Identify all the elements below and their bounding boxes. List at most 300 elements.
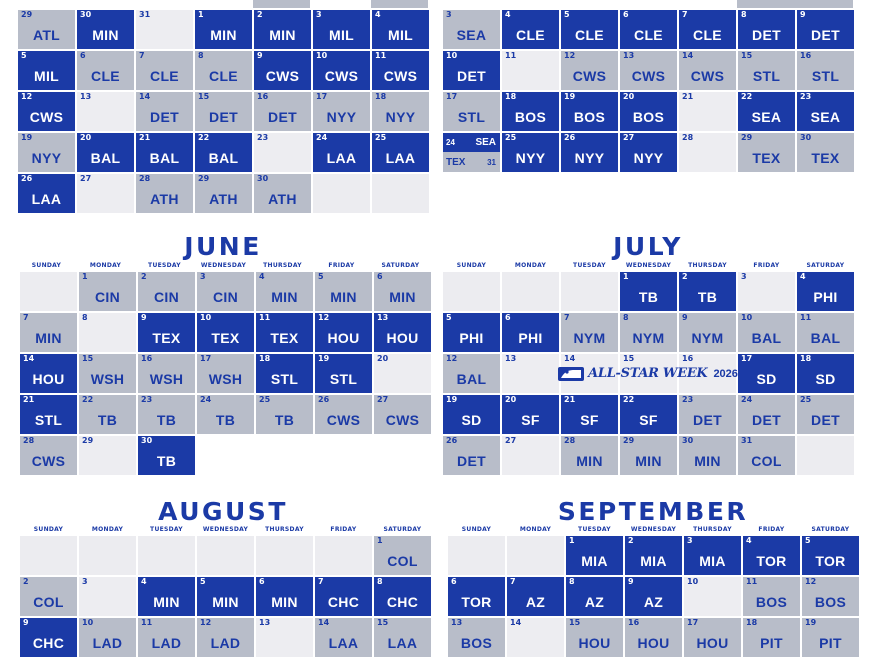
off-day-cell bbox=[502, 436, 559, 475]
home-game-cell bbox=[313, 51, 370, 90]
days-of-week-june bbox=[18, 262, 429, 269]
day-number: 24 bbox=[446, 138, 455, 147]
away-game-cell bbox=[195, 174, 252, 213]
day-number: 12 bbox=[805, 577, 817, 586]
away-game-cell bbox=[20, 577, 77, 616]
empty-cell bbox=[448, 536, 505, 575]
home-game-cell bbox=[502, 10, 559, 49]
home-game-cell bbox=[313, 133, 370, 172]
day-number: 23 bbox=[141, 395, 153, 404]
home-game-cell bbox=[625, 536, 682, 575]
off-day-cell bbox=[561, 354, 618, 393]
opponent-abbr: AZ bbox=[643, 593, 664, 610]
opponent-abbr: TB bbox=[156, 411, 177, 428]
day-number: 11 bbox=[375, 51, 387, 60]
home-game-cell bbox=[802, 536, 859, 575]
day-of-week-label: THURSDAY bbox=[265, 526, 304, 533]
away-game-cell bbox=[679, 436, 736, 475]
away-game-cell bbox=[802, 618, 859, 657]
day-number: 22 bbox=[82, 395, 94, 404]
opponent-abbr: NYM bbox=[632, 329, 665, 346]
opponent-abbr: SEA bbox=[475, 137, 496, 148]
day-number: 4 bbox=[746, 536, 752, 545]
away-game-cell bbox=[738, 395, 795, 434]
opponent-abbr: TEX bbox=[270, 329, 299, 346]
opponent-abbr: BAL bbox=[90, 149, 121, 166]
away-game-cell bbox=[743, 618, 800, 657]
home-game-cell bbox=[620, 272, 677, 311]
opponent-abbr: PHI bbox=[813, 288, 838, 305]
off-day-cell bbox=[254, 133, 311, 172]
away-game-cell bbox=[802, 577, 859, 616]
day-of-week-label: MONDAY bbox=[519, 526, 552, 533]
opponent-abbr: CWS bbox=[572, 67, 607, 84]
opponent-abbr: CWS bbox=[631, 67, 666, 84]
day-of-week-label: TUESDAY bbox=[148, 262, 181, 269]
opponent-abbr: AZ bbox=[525, 593, 546, 610]
away-game-cell bbox=[136, 51, 193, 90]
day-number: 5 bbox=[21, 51, 27, 60]
day-of-week-label: FRIDAY bbox=[753, 262, 780, 269]
day-number: 29 bbox=[82, 436, 94, 445]
opponent-abbr: MIN bbox=[271, 288, 298, 305]
home-game-cell bbox=[738, 92, 795, 131]
away-game-cell bbox=[443, 10, 500, 49]
opponent-abbr: TB bbox=[274, 411, 295, 428]
day-number: 26 bbox=[446, 436, 458, 445]
off-day-cell bbox=[502, 354, 559, 393]
day-number: 5 bbox=[805, 536, 811, 545]
calendar-july bbox=[443, 272, 854, 475]
opponent-abbr: TEX bbox=[752, 149, 781, 166]
day-number: 10 bbox=[82, 618, 94, 627]
away-game-cell bbox=[136, 92, 193, 131]
home-game-cell bbox=[18, 174, 75, 213]
day-number: 25 bbox=[505, 133, 517, 142]
day-number: 15 bbox=[377, 618, 389, 627]
opponent-abbr: TEX bbox=[446, 157, 466, 168]
away-game-cell bbox=[679, 51, 736, 90]
opponent-abbr: CWS bbox=[385, 411, 420, 428]
empty-cell bbox=[313, 174, 370, 213]
opponent-abbr: DET bbox=[811, 26, 840, 43]
day-number: 16 bbox=[257, 92, 269, 101]
away-game-cell bbox=[625, 618, 682, 657]
day-number: 31 bbox=[487, 158, 496, 167]
day-number: 23 bbox=[257, 133, 269, 142]
calendar-june bbox=[20, 272, 431, 475]
day-number: 30 bbox=[257, 174, 269, 183]
day-number: 24 bbox=[741, 395, 753, 404]
day-of-week-label: TUESDAY bbox=[573, 262, 606, 269]
opponent-abbr: TEX bbox=[211, 329, 240, 346]
day-number: 6 bbox=[623, 10, 629, 19]
home-game-cell bbox=[313, 10, 370, 49]
day-number: 28 bbox=[23, 436, 35, 445]
home-game-cell bbox=[374, 577, 431, 616]
month-title-june: JUNE bbox=[184, 232, 262, 261]
day-number: 13 bbox=[451, 618, 463, 627]
opponent-abbr: STL bbox=[270, 370, 299, 387]
opponent-abbr: DET bbox=[811, 411, 840, 428]
day-number: 22 bbox=[198, 133, 210, 142]
day-number: 2 bbox=[257, 10, 263, 19]
opponent-abbr: SD bbox=[756, 370, 777, 387]
opponent-abbr: PHI bbox=[518, 329, 543, 346]
away-game-cell bbox=[197, 395, 254, 434]
home-game-cell bbox=[502, 395, 559, 434]
day-of-week-label: THURSDAY bbox=[693, 526, 732, 533]
opponent-abbr: SF bbox=[580, 411, 599, 428]
opponent-abbr: CWS bbox=[265, 67, 300, 84]
day-number: 31 bbox=[741, 436, 753, 445]
away-game-cell bbox=[372, 92, 429, 131]
all-star-week-text: ALL-STAR WEEK bbox=[588, 366, 708, 381]
split-cell-bottom bbox=[443, 153, 500, 172]
day-number: 4 bbox=[800, 272, 806, 281]
home-game-cell bbox=[620, 133, 677, 172]
home-game-cell bbox=[625, 577, 682, 616]
day-number: 9 bbox=[628, 577, 634, 586]
opponent-abbr: ATH bbox=[150, 190, 179, 207]
away-game-cell bbox=[254, 92, 311, 131]
away-game-cell bbox=[738, 436, 795, 475]
home-game-cell bbox=[20, 354, 77, 393]
opponent-abbr: HOU bbox=[32, 370, 65, 387]
empty-cell bbox=[138, 536, 195, 575]
away-game-cell bbox=[679, 313, 736, 352]
home-game-cell bbox=[372, 133, 429, 172]
away-game-cell bbox=[443, 92, 500, 131]
day-of-week-label: TUESDAY bbox=[150, 526, 183, 533]
opponent-abbr: CHC bbox=[386, 593, 419, 610]
month-title-august: AUGUST bbox=[158, 497, 288, 526]
away-game-cell bbox=[79, 395, 136, 434]
day-of-week-label: TUESDAY bbox=[578, 526, 611, 533]
day-number: 16 bbox=[628, 618, 640, 627]
days-of-week-september bbox=[448, 526, 859, 533]
opponent-abbr: MIN bbox=[212, 593, 239, 610]
opponent-abbr: MIL bbox=[33, 67, 59, 84]
away-game-cell bbox=[79, 618, 136, 657]
away-game-cell bbox=[20, 313, 77, 352]
home-game-cell bbox=[315, 313, 372, 352]
opponent-abbr: BOS bbox=[514, 108, 547, 125]
away-game-cell bbox=[374, 618, 431, 657]
opponent-abbr: PHI bbox=[459, 329, 484, 346]
off-day-cell bbox=[79, 577, 136, 616]
opponent-abbr: STL bbox=[752, 67, 781, 84]
day-number: 6 bbox=[259, 577, 265, 586]
day-number: 9 bbox=[800, 10, 806, 19]
home-game-cell bbox=[743, 536, 800, 575]
home-game-cell bbox=[374, 313, 431, 352]
opponent-abbr: MIN bbox=[635, 452, 662, 469]
day-number: 13 bbox=[377, 313, 389, 322]
day-of-week-label: SATURDAY bbox=[806, 262, 845, 269]
opponent-abbr: CLE bbox=[516, 26, 545, 43]
day-number: 15 bbox=[198, 92, 210, 101]
day-number: 19 bbox=[318, 354, 330, 363]
day-number: 30 bbox=[80, 10, 92, 19]
day-of-week-label: SUNDAY bbox=[31, 262, 62, 269]
away-game-cell bbox=[443, 436, 500, 475]
away-game-cell bbox=[566, 618, 623, 657]
away-game-cell bbox=[374, 536, 431, 575]
day-number: 10 bbox=[741, 313, 753, 322]
off-day-cell bbox=[684, 577, 741, 616]
opponent-abbr: CLE bbox=[575, 26, 604, 43]
opponent-abbr: CWS bbox=[31, 452, 66, 469]
home-game-cell bbox=[620, 395, 677, 434]
home-game-cell bbox=[256, 313, 313, 352]
day-number: 25 bbox=[800, 395, 812, 404]
opponent-abbr: BOS bbox=[573, 108, 606, 125]
opponent-abbr: CWS bbox=[383, 67, 418, 84]
day-number: 5 bbox=[446, 313, 452, 322]
away-game-cell bbox=[138, 618, 195, 657]
home-game-cell bbox=[256, 354, 313, 393]
opponent-abbr: STL bbox=[457, 108, 486, 125]
away-game-cell bbox=[620, 436, 677, 475]
home-game-cell bbox=[620, 92, 677, 131]
day-number: 8 bbox=[623, 313, 629, 322]
day-number: 3 bbox=[316, 10, 322, 19]
day-number: 20 bbox=[80, 133, 92, 142]
away-game-cell bbox=[443, 354, 500, 393]
day-number: 20 bbox=[623, 92, 635, 101]
day-number: 19 bbox=[564, 92, 576, 101]
opponent-abbr: HOU bbox=[578, 634, 611, 651]
june-top-strip-right bbox=[737, 0, 853, 8]
away-game-cell bbox=[197, 354, 254, 393]
day-number: 2 bbox=[141, 272, 147, 281]
day-number: 9 bbox=[682, 313, 688, 322]
opponent-abbr: DET bbox=[693, 411, 722, 428]
home-game-cell bbox=[738, 354, 795, 393]
opponent-abbr: MIA bbox=[581, 552, 608, 569]
opponent-abbr: NYY bbox=[515, 149, 546, 166]
empty-cell bbox=[315, 536, 372, 575]
day-number: 9 bbox=[141, 313, 147, 322]
opponent-abbr: STL bbox=[811, 67, 840, 84]
away-game-cell bbox=[561, 313, 618, 352]
all-star-week-year: 2026 bbox=[713, 367, 738, 380]
off-day-cell bbox=[738, 272, 795, 311]
opponent-abbr: AZ bbox=[584, 593, 605, 610]
day-number: 25 bbox=[259, 395, 271, 404]
opponent-abbr: LAD bbox=[210, 634, 241, 651]
day-number: 12 bbox=[318, 313, 330, 322]
home-game-cell bbox=[443, 313, 500, 352]
opponent-abbr: DET bbox=[457, 452, 486, 469]
home-game-cell bbox=[620, 10, 677, 49]
day-number: 11 bbox=[746, 577, 758, 586]
opponent-abbr: ATH bbox=[209, 190, 238, 207]
opponent-abbr: BOS bbox=[814, 593, 847, 610]
opponent-abbr: BAL bbox=[810, 329, 841, 346]
opponent-abbr: TB bbox=[156, 452, 177, 469]
away-game-cell bbox=[79, 354, 136, 393]
home-game-cell bbox=[77, 10, 134, 49]
day-of-week-label: WEDNESDAY bbox=[202, 526, 249, 533]
home-game-cell bbox=[502, 92, 559, 131]
opponent-abbr: NYY bbox=[574, 149, 605, 166]
day-number: 5 bbox=[564, 10, 570, 19]
home-game-cell bbox=[738, 10, 795, 49]
opponent-abbr: DET bbox=[209, 108, 238, 125]
away-game-cell bbox=[313, 92, 370, 131]
day-number: 4 bbox=[259, 272, 265, 281]
away-game-cell bbox=[797, 313, 854, 352]
away-game-cell bbox=[679, 395, 736, 434]
opponent-abbr: DET bbox=[268, 108, 297, 125]
opponent-abbr: MIA bbox=[699, 552, 726, 569]
home-game-cell bbox=[20, 618, 77, 657]
off-day-cell bbox=[679, 92, 736, 131]
day-number: 14 bbox=[510, 618, 522, 627]
opponent-abbr: BOS bbox=[632, 108, 665, 125]
opponent-abbr: MIN bbox=[271, 593, 298, 610]
opponent-abbr: TB bbox=[215, 411, 236, 428]
day-number: 26 bbox=[21, 174, 33, 183]
day-number: 22 bbox=[623, 395, 635, 404]
opponent-abbr: CIN bbox=[153, 288, 179, 305]
calendar-september bbox=[448, 536, 859, 657]
opponent-abbr: DET bbox=[752, 26, 781, 43]
away-game-cell bbox=[797, 133, 854, 172]
home-game-cell bbox=[18, 92, 75, 131]
off-day-cell bbox=[679, 133, 736, 172]
opponent-abbr: ATH bbox=[268, 190, 297, 207]
home-game-cell bbox=[679, 272, 736, 311]
away-game-cell bbox=[20, 436, 77, 475]
day-of-week-label: MONDAY bbox=[89, 262, 122, 269]
day-number: 3 bbox=[446, 10, 452, 19]
home-game-cell bbox=[443, 51, 500, 90]
opponent-abbr: SF bbox=[521, 411, 540, 428]
day-number: 1 bbox=[377, 536, 383, 545]
day-number: 7 bbox=[139, 51, 145, 60]
day-number: 6 bbox=[377, 272, 383, 281]
opponent-abbr: SEA bbox=[456, 26, 487, 43]
day-number: 1 bbox=[569, 536, 575, 545]
opponent-abbr: HOU bbox=[696, 634, 729, 651]
day-number: 17 bbox=[316, 92, 328, 101]
away-game-cell bbox=[256, 395, 313, 434]
off-day-cell bbox=[374, 354, 431, 393]
day-number: 21 bbox=[682, 92, 694, 101]
away-game-cell bbox=[138, 272, 195, 311]
empty-cell bbox=[79, 536, 136, 575]
day-number: 29 bbox=[623, 436, 635, 445]
opponent-abbr: HOU bbox=[386, 329, 419, 346]
day-number: 1 bbox=[623, 272, 629, 281]
away-game-cell bbox=[136, 174, 193, 213]
opponent-abbr: LAA bbox=[326, 149, 357, 166]
day-number: 9 bbox=[257, 51, 263, 60]
opponent-abbr: LAA bbox=[328, 634, 359, 651]
day-number: 13 bbox=[80, 92, 92, 101]
day-number: 4 bbox=[375, 10, 381, 19]
opponent-abbr: CHC bbox=[32, 634, 65, 651]
opponent-abbr: CWS bbox=[29, 108, 64, 125]
empty-cell bbox=[443, 272, 500, 311]
off-day-cell bbox=[620, 354, 677, 393]
home-game-cell bbox=[797, 354, 854, 393]
opponent-abbr: MIN bbox=[694, 452, 721, 469]
opponent-abbr: TB bbox=[638, 288, 659, 305]
off-day-cell bbox=[679, 354, 736, 393]
day-number: 8 bbox=[741, 10, 747, 19]
may-top-strip-right bbox=[371, 0, 428, 8]
opponent-abbr: WSH bbox=[90, 370, 125, 387]
opponent-abbr: CLE bbox=[693, 26, 722, 43]
day-number: 10 bbox=[200, 313, 212, 322]
opponent-abbr: BAL bbox=[208, 149, 239, 166]
day-number: 15 bbox=[741, 51, 753, 60]
opponent-abbr: SF bbox=[639, 411, 658, 428]
day-number: 21 bbox=[139, 133, 151, 142]
away-game-cell bbox=[315, 618, 372, 657]
opponent-abbr: SEA bbox=[751, 108, 782, 125]
day-number: 18 bbox=[800, 354, 812, 363]
home-game-cell bbox=[138, 313, 195, 352]
home-game-cell bbox=[138, 577, 195, 616]
opponent-abbr: MIL bbox=[328, 26, 354, 43]
opponent-abbr: TOR bbox=[461, 593, 492, 610]
days-of-week-august bbox=[20, 526, 431, 533]
opponent-abbr: LAA bbox=[31, 190, 62, 207]
day-number: 8 bbox=[569, 577, 575, 586]
opponent-abbr: NYM bbox=[573, 329, 606, 346]
opponent-abbr: STL bbox=[34, 411, 63, 428]
day-number: 20 bbox=[377, 354, 389, 363]
day-number: 27 bbox=[623, 133, 635, 142]
opponent-abbr: NYM bbox=[691, 329, 724, 346]
day-number: 1 bbox=[198, 10, 204, 19]
opponent-abbr: COL bbox=[751, 452, 782, 469]
home-game-cell bbox=[138, 436, 195, 475]
home-game-cell bbox=[561, 395, 618, 434]
calendar-top-right bbox=[443, 10, 854, 172]
day-number: 28 bbox=[139, 174, 151, 183]
home-game-cell bbox=[448, 577, 505, 616]
off-day-cell bbox=[79, 436, 136, 475]
home-game-cell bbox=[561, 10, 618, 49]
opponent-abbr: HOU bbox=[637, 634, 670, 651]
day-number: 30 bbox=[800, 133, 812, 142]
away-game-cell bbox=[79, 272, 136, 311]
day-number: 10 bbox=[316, 51, 328, 60]
day-of-week-label: THURSDAY bbox=[263, 262, 302, 269]
day-number: 17 bbox=[687, 618, 699, 627]
day-of-week-label: FRIDAY bbox=[758, 526, 785, 533]
day-number: 31 bbox=[139, 10, 151, 19]
day-of-week-label: WEDNESDAY bbox=[200, 262, 247, 269]
opponent-abbr: MIA bbox=[640, 552, 667, 569]
day-number: 8 bbox=[198, 51, 204, 60]
opponent-abbr: BOS bbox=[755, 593, 788, 610]
day-number: 27 bbox=[80, 174, 92, 183]
home-game-cell bbox=[77, 133, 134, 172]
day-of-week-label: FRIDAY bbox=[328, 262, 355, 269]
day-number: 17 bbox=[200, 354, 212, 363]
day-of-week-label: SATURDAY bbox=[811, 526, 850, 533]
opponent-abbr: DET bbox=[752, 411, 781, 428]
away-game-cell bbox=[195, 92, 252, 131]
opponent-abbr: SEA bbox=[810, 108, 841, 125]
